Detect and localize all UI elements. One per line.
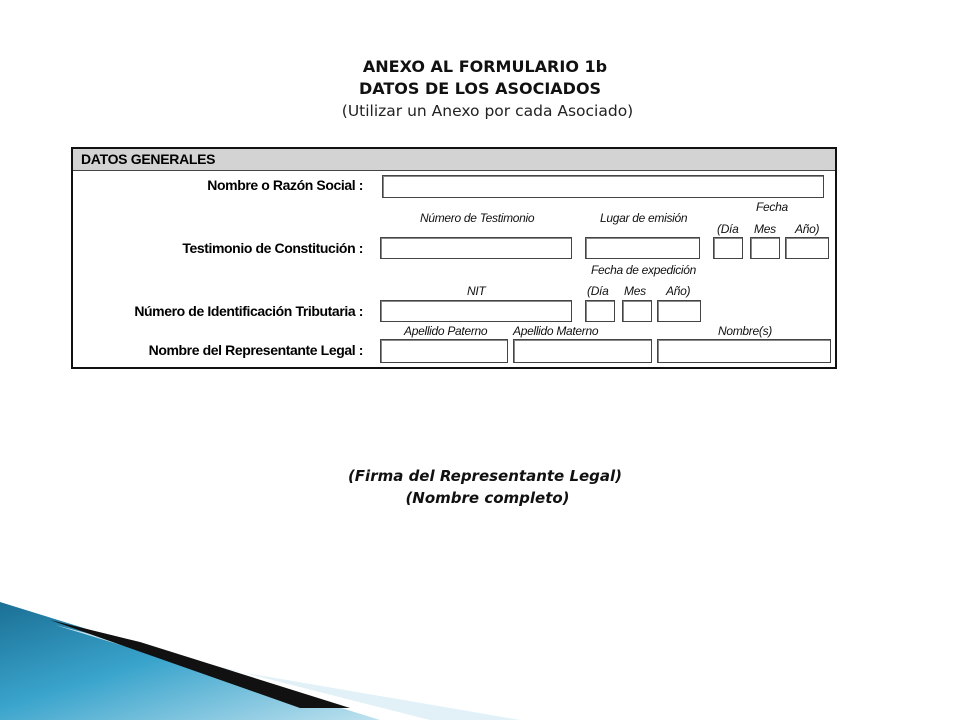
- datos-generales-form: [71, 147, 837, 369]
- apellido-materno-caption: Apellido Materno: [513, 324, 599, 338]
- numero-testimonio-field[interactable]: [380, 237, 572, 259]
- document-title-block: [0, 56, 960, 122]
- testimonio-anio-caption: Año): [795, 222, 820, 236]
- testimonio-dia-caption: (Día: [717, 222, 739, 236]
- full-name-line: (Nombre completo): [405, 489, 570, 507]
- nit-field[interactable]: [380, 300, 572, 322]
- testimonio-mes-caption: Mes: [754, 222, 776, 236]
- document-subtitle: DATOS DE LOS ASOCIADOS: [358, 79, 602, 98]
- apellido-paterno-field[interactable]: [380, 339, 508, 363]
- nit-caption: NIT: [467, 284, 486, 298]
- document-title: ANEXO AL FORMULARIO 1b: [362, 57, 608, 76]
- testimonio-anio-field[interactable]: [785, 237, 829, 259]
- nombres-caption: Nombre(s): [718, 324, 772, 338]
- nit-anio-field[interactable]: [657, 300, 701, 322]
- nit-label: Número de Identificación Tributaria :: [134, 303, 363, 319]
- testimonio-mes-field[interactable]: [750, 237, 780, 259]
- nit-anio-caption: Año): [666, 284, 691, 298]
- signature-block: [0, 465, 960, 509]
- testimonio-label: Testimonio de Constitución :: [182, 240, 363, 256]
- nombres-field[interactable]: [657, 339, 831, 363]
- representante-label: Nombre del Representante Legal :: [148, 342, 363, 358]
- nombre-label: Nombre o Razón Social :: [207, 177, 363, 193]
- apellido-paterno-caption: Apellido Paterno: [404, 324, 488, 338]
- testimonio-dia-field[interactable]: [713, 237, 743, 259]
- lugar-emision-caption: Lugar de emisión: [600, 211, 688, 225]
- lugar-emision-field[interactable]: [585, 237, 700, 259]
- nit-dia-caption: (Día: [587, 284, 609, 298]
- apellido-materno-field[interactable]: [513, 339, 652, 363]
- fecha-expedicion-caption: Fecha de expedición: [591, 263, 697, 277]
- numero-testimonio-caption: Número de Testimonio: [420, 211, 535, 225]
- fecha-caption: Fecha: [756, 200, 788, 214]
- nit-mes-caption: Mes: [624, 284, 646, 298]
- form-section-title: DATOS GENERALES: [81, 151, 216, 167]
- signature-line: (Firma del Representante Legal): [347, 467, 623, 485]
- nit-mes-field[interactable]: [622, 300, 652, 322]
- decorative-corner-graphic: [0, 580, 960, 720]
- document-instruction: (Utilizar un Anexo por cada Asociado): [341, 102, 634, 120]
- form-section-header: [73, 149, 835, 171]
- nombre-razon-social-field[interactable]: [382, 175, 824, 198]
- nit-dia-field[interactable]: [585, 300, 615, 322]
